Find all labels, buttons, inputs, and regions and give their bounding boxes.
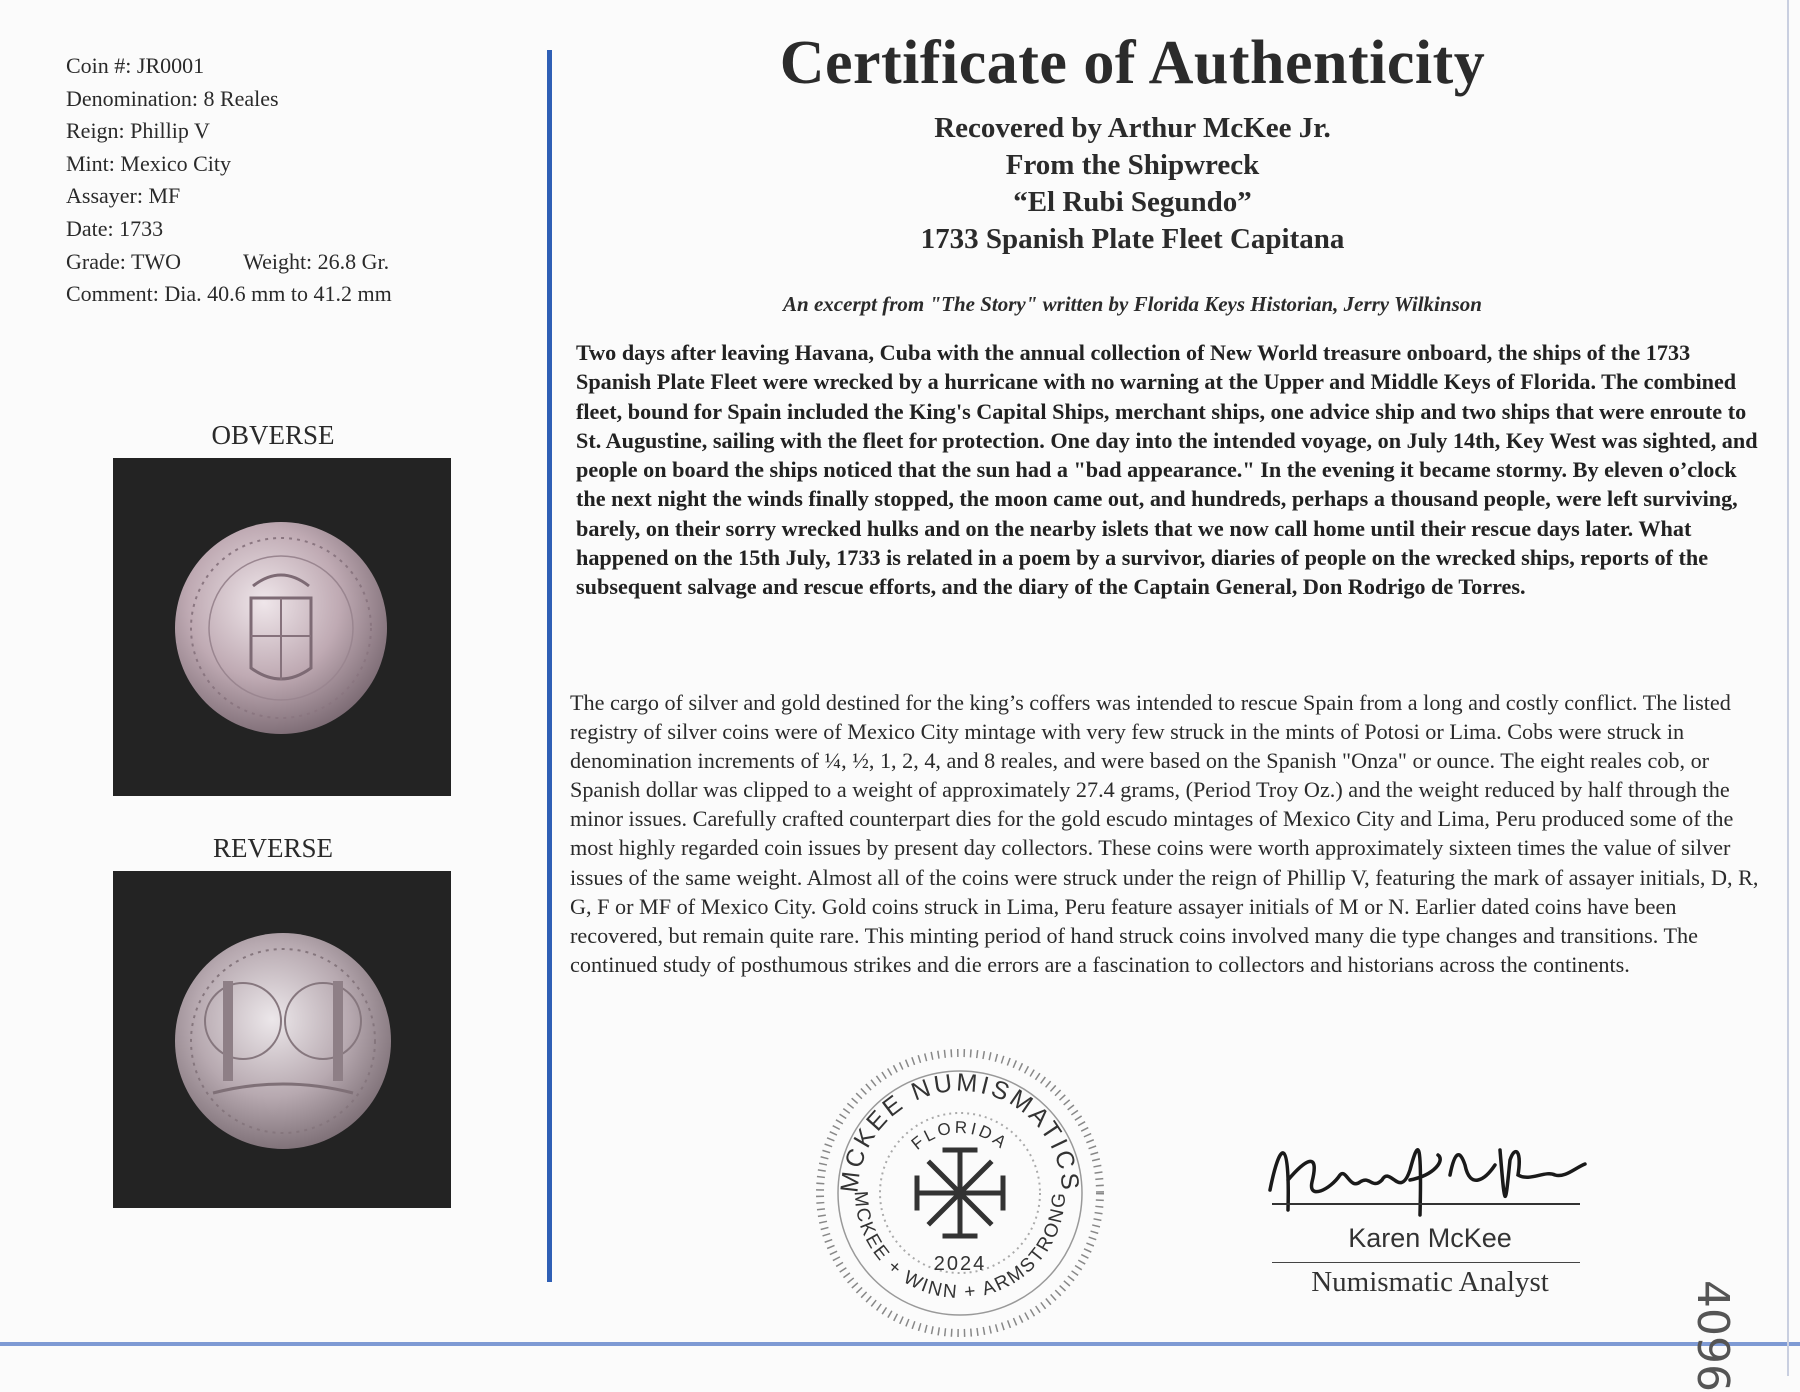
coin-grade: Grade: TWO [66, 248, 182, 274]
coin-date: Date: 1733 [66, 215, 164, 241]
signer-underline [1272, 1262, 1580, 1263]
certificate-title: Certificate of Authenticity [779, 29, 1486, 97]
coin-number: Coin #: JR0001 [66, 53, 205, 78]
coin-assayer: Assayer: MF [66, 183, 181, 209]
coin-details-panel [0, 0, 545, 1376]
excerpt-attribution: An excerpt from "The Story" written by Florida Keys Historian, Jerry Wilkinson [783, 292, 1482, 316]
seal-cross-emblem [917, 1150, 1003, 1236]
coin-denomination: Denomination: 8 Reales [66, 85, 279, 111]
signature-line [1272, 1203, 1580, 1205]
seal-year: 2024 [933, 1253, 987, 1275]
signer-title: Numismatic Analyst [1311, 1266, 1549, 1298]
coin-weight: Weight: 26.8 Gr. [243, 248, 390, 274]
subtitle-fleet: 1733 Spanish Plate Fleet Capitana [920, 223, 1345, 255]
signer-name: Karen McKee [1348, 1223, 1512, 1253]
reverse-label: REVERSE [212, 833, 333, 863]
blue-bottom-border [0, 1342, 1800, 1346]
obverse-label: OBVERSE [211, 420, 335, 450]
seal-state-text: FLORIDA [907, 1117, 1013, 1154]
seal-top-text: MCKEE NUMISMATICS [835, 1068, 1085, 1194]
reverse-coin-photo [113, 871, 451, 1208]
story-paragraph: Two days after leaving Havana, Cuba with the annual collection of New World treasure onboard, the ships of the 1733 Spanish Plate Fleet were wrecked by a hurricane with no warning at the Upper and Middle Keys of Florida. The combined fleet, bound for Spain included the King's Capital Ships, merchant ships, one advice ship and two ships that were enroute to St. Augustine, sailing with the fleet for protection. One day into the intended voyage, on July 14th, Key West was sighted, and people on board the ships noticed that the sun had a "bad appearance." In the evening it became stormy. By eleven o’clock the next night the winds finally stopped, the moon came out, and hundreds, perhaps a thousand people, were left surviving, barely, on their sorry wrecked hulks and on the nearby islets that we now call home until their rescue days later. What happened on the 15th July, 1733 is related in a poem by a survivor, diaries of people on the wrecked ships, reports of the subsequent salvage and rescue efforts, and the diary of the Captain General, Don Rodrigo de Torres. [576, 340, 1758, 600]
coin-grade-weight-row [66, 246, 392, 279]
blue-vertical-border [547, 50, 552, 1282]
obverse-coin-image [113, 458, 451, 796]
seal-bottom-text: MCKEE + WINN + ARMSTRONG [849, 1190, 1071, 1304]
mckee-numismatics-seal [815, 1048, 1105, 1338]
coin-info-list [66, 50, 392, 311]
handwritten-inventory-number: 4096 [1687, 1280, 1738, 1392]
history-paragraph: The cargo of silver and gold destined for the king’s coffers was intended to rescue Spain from a long and costly conflict. The listed registry of silver coins were of Mexico City mintage with very few struck in the mints of Potosi or Lima. Cobs were struck in denomination increments of ¼, ½, 1, 2, 4, and 8 reales, and were based on the Spanish "Onza" or ounce. The eight reales cob, or Spanish dollar was clipped to a weight of approximately 27.4 grams, (Period Troy Oz.) and the weight reduced by half through the minor issues. Carefully crafted counterpart dies for the gold escudo mintages of Mexico City and Lima, Peru produced some of the most highly regarded coin issues by present day collectors. These coins were worth approximately sixteen times the value of silver issues of the same weight. Almost all of the coins were struck under the reign of Phillip V, featuring the mark of assayer initials, D, R, G, F or MF of Mexico City. Gold coins struck in Lima, Peru feature assayer initials of M or N. Earlier dated coins have been recovered, but remain quite rare. This minting period of hand struck coins involved many die type changes and transitions. The continued study of posthumous strikes and die errors are a fascination to collectors and historians across the continents. [570, 690, 1759, 977]
subtitle-ship-name: “El Rubi Segundo” [1013, 186, 1252, 218]
coin-reign: Reign: Phillip V [66, 118, 210, 144]
reverse-coin-image [113, 871, 451, 1208]
handwritten-signature [1260, 1120, 1590, 1240]
obverse-coin-photo [113, 458, 451, 796]
coin-mint: Mint: Mexico City [66, 150, 231, 176]
right-edge-line [1787, 0, 1789, 1376]
coin-comment: Comment: Dia. 40.6 mm to 41.2 mm [66, 281, 392, 307]
subtitle-recovered-by: Recovered by Arthur McKee Jr. [934, 112, 1331, 144]
subtitle-from-shipwreck: From the Shipwreck [1005, 149, 1260, 181]
